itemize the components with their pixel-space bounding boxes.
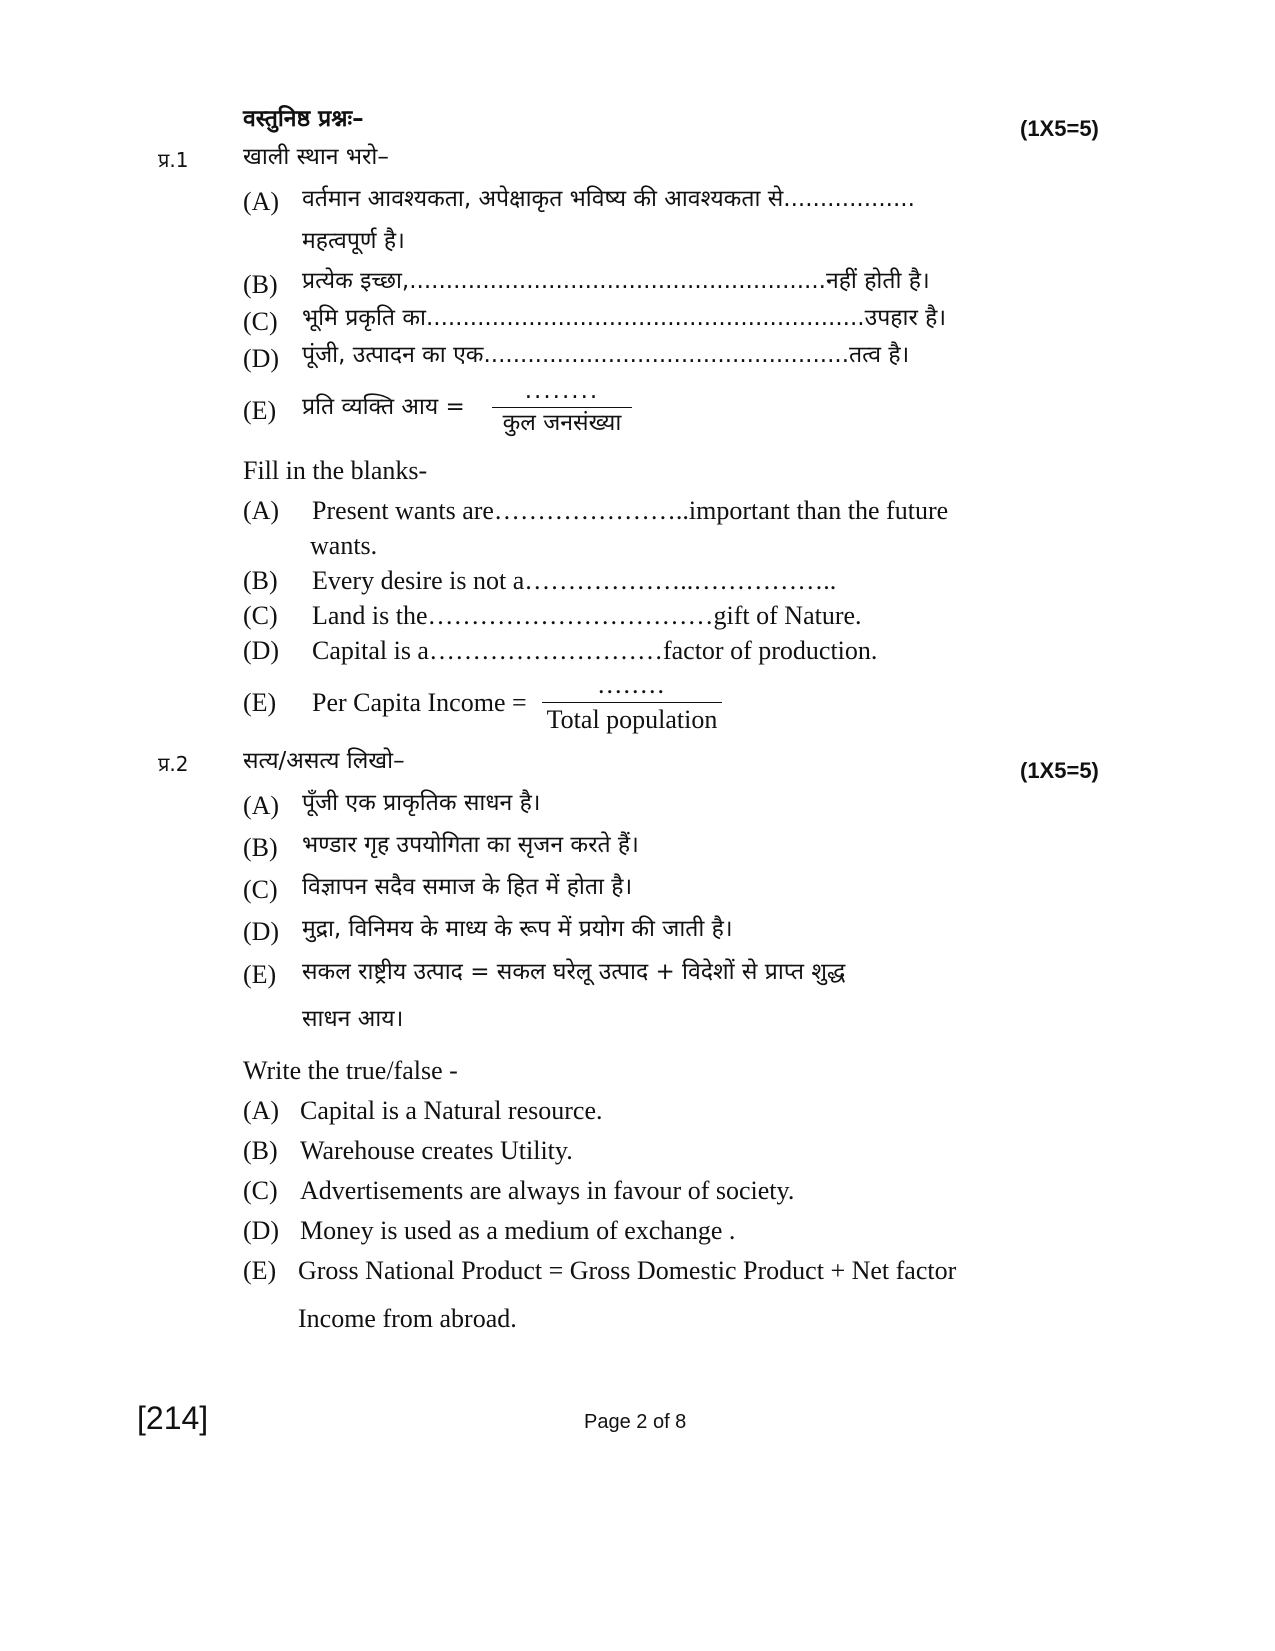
q2-instruction-english: Write the true/false -: [243, 1056, 458, 1085]
q1-hi-b-label: (B): [243, 270, 278, 299]
q1-en-a-text: Present wants are…………………..important than the future: [312, 496, 949, 525]
q1-hi-e-fraction: [492, 380, 632, 435]
q1-hi-a-label: (A): [243, 187, 280, 216]
q2-en-a-label: (A): [243, 1096, 280, 1125]
q1-hi-c-text: भूमि प्रकृति का............................................................उपहार है।: [302, 305, 947, 331]
q1-en-e-label: (E): [243, 688, 277, 717]
q1-hi-a-text-cont: महत्वपूर्ण है।: [302, 228, 405, 254]
q1-hi-a-text: वर्तमान आवश्यकता, अपेक्षाकृत भविष्य की आवश्यकता से..................: [302, 186, 915, 212]
q1-en-d-label: (D): [243, 636, 280, 665]
q2-en-b-label: (B): [243, 1136, 278, 1165]
q2-instruction-hindi: सत्य/असत्य लिखो–: [243, 748, 405, 774]
q2-en-e-text: Gross National Product = Gross Domestic Product + Net factor: [298, 1256, 957, 1285]
q2-marks: (1X5=5): [1020, 758, 1099, 783]
q2-hi-b-text: भण्डार गृह उपयोगिता का सृजन करते हैं।: [302, 832, 639, 858]
q1-en-b-label: (B): [243, 566, 278, 595]
q2-en-d-label: (D): [243, 1216, 280, 1245]
question-1-number: प्र.1: [158, 148, 189, 172]
q1-en-c-label: (C): [243, 601, 278, 630]
q1-en-c-text: Land is the……………………………gift of Nature.: [312, 601, 862, 630]
fraction-numerator: ........: [492, 380, 632, 408]
q2-en-a-text: Capital is a Natural resource.: [300, 1096, 603, 1125]
q2-en-b-text: Warehouse creates Utility.: [300, 1136, 573, 1165]
q2-en-d-text: Money is used as a medium of exchange .: [300, 1216, 736, 1245]
q2-hi-c-label: (C): [243, 875, 278, 904]
q2-en-e-label: (E): [243, 1256, 277, 1285]
q1-en-a-text-cont: wants.: [310, 531, 378, 560]
q2-hi-b-label: (B): [243, 833, 278, 862]
q1-hi-e-label: (E): [243, 396, 277, 425]
q2-hi-d-label: (D): [243, 917, 280, 946]
q2-hi-c-text: विज्ञापन सदैव समाज के हित में होता है।: [302, 874, 633, 900]
q1-en-e-text: Per Capita Income =: [312, 688, 527, 717]
q2-hi-a-label: (A): [243, 791, 280, 820]
fraction-numerator: ........: [542, 672, 722, 703]
q2-en-e-text-cont: Income from abroad.: [298, 1304, 517, 1333]
question-2-number: प्र.2: [158, 752, 189, 776]
q2-hi-e-label: (E): [243, 960, 277, 989]
section-marks: (1X5=5): [1020, 116, 1099, 141]
page-number: Page 2 of 8: [584, 1411, 687, 1433]
q2-en-c-label: (C): [243, 1176, 278, 1205]
q1-en-d-text: Capital is a………………………factor of production.: [312, 636, 878, 665]
q2-en-c-text: Advertisements are always in favour of society.: [300, 1176, 795, 1205]
q2-hi-a-text: पूँजी एक प्राकृतिक साधन है।: [302, 790, 541, 816]
q2-hi-e-text: सकल राष्ट्रीय उत्पाद = सकल घरेलू उत्पाद + विदेशों से प्राप्त शुद्ध: [302, 959, 846, 985]
q1-hi-d-label: (D): [243, 344, 280, 373]
q1-hi-e-text: प्रति व्यक्ति आय =: [302, 394, 465, 420]
section-heading: वस्तुनिष्ठ प्रश्नः–: [243, 106, 364, 132]
q2-hi-e-text-cont: साधन आय।: [302, 1006, 404, 1032]
q1-en-b-text: Every desire is not a………………..……………..: [312, 566, 837, 595]
paper-code: [214]: [137, 1400, 209, 1436]
q2-hi-d-text: मुद्रा, विनिमय के माध्य के रूप में प्रयोग की जाती है।: [302, 916, 733, 942]
q1-instruction-english: Fill in the blanks-: [243, 456, 428, 485]
q1-hi-c-label: (C): [243, 307, 278, 336]
q1-en-a-label: (A): [243, 496, 280, 525]
fraction-denominator: कुल जनसंख्या: [502, 410, 622, 436]
q1-hi-d-text: पूंजी, उत्पादन का एक..................................................तत्व है।: [302, 342, 910, 368]
fraction-denominator: Total population: [546, 705, 718, 734]
q1-instruction-hindi: खाली स्थान भरो–: [243, 144, 389, 170]
q1-en-e-fraction: [542, 672, 722, 733]
q1-hi-b-text: प्रत्येक इच्छा,.........................................................नहीं होती है।: [302, 268, 930, 294]
